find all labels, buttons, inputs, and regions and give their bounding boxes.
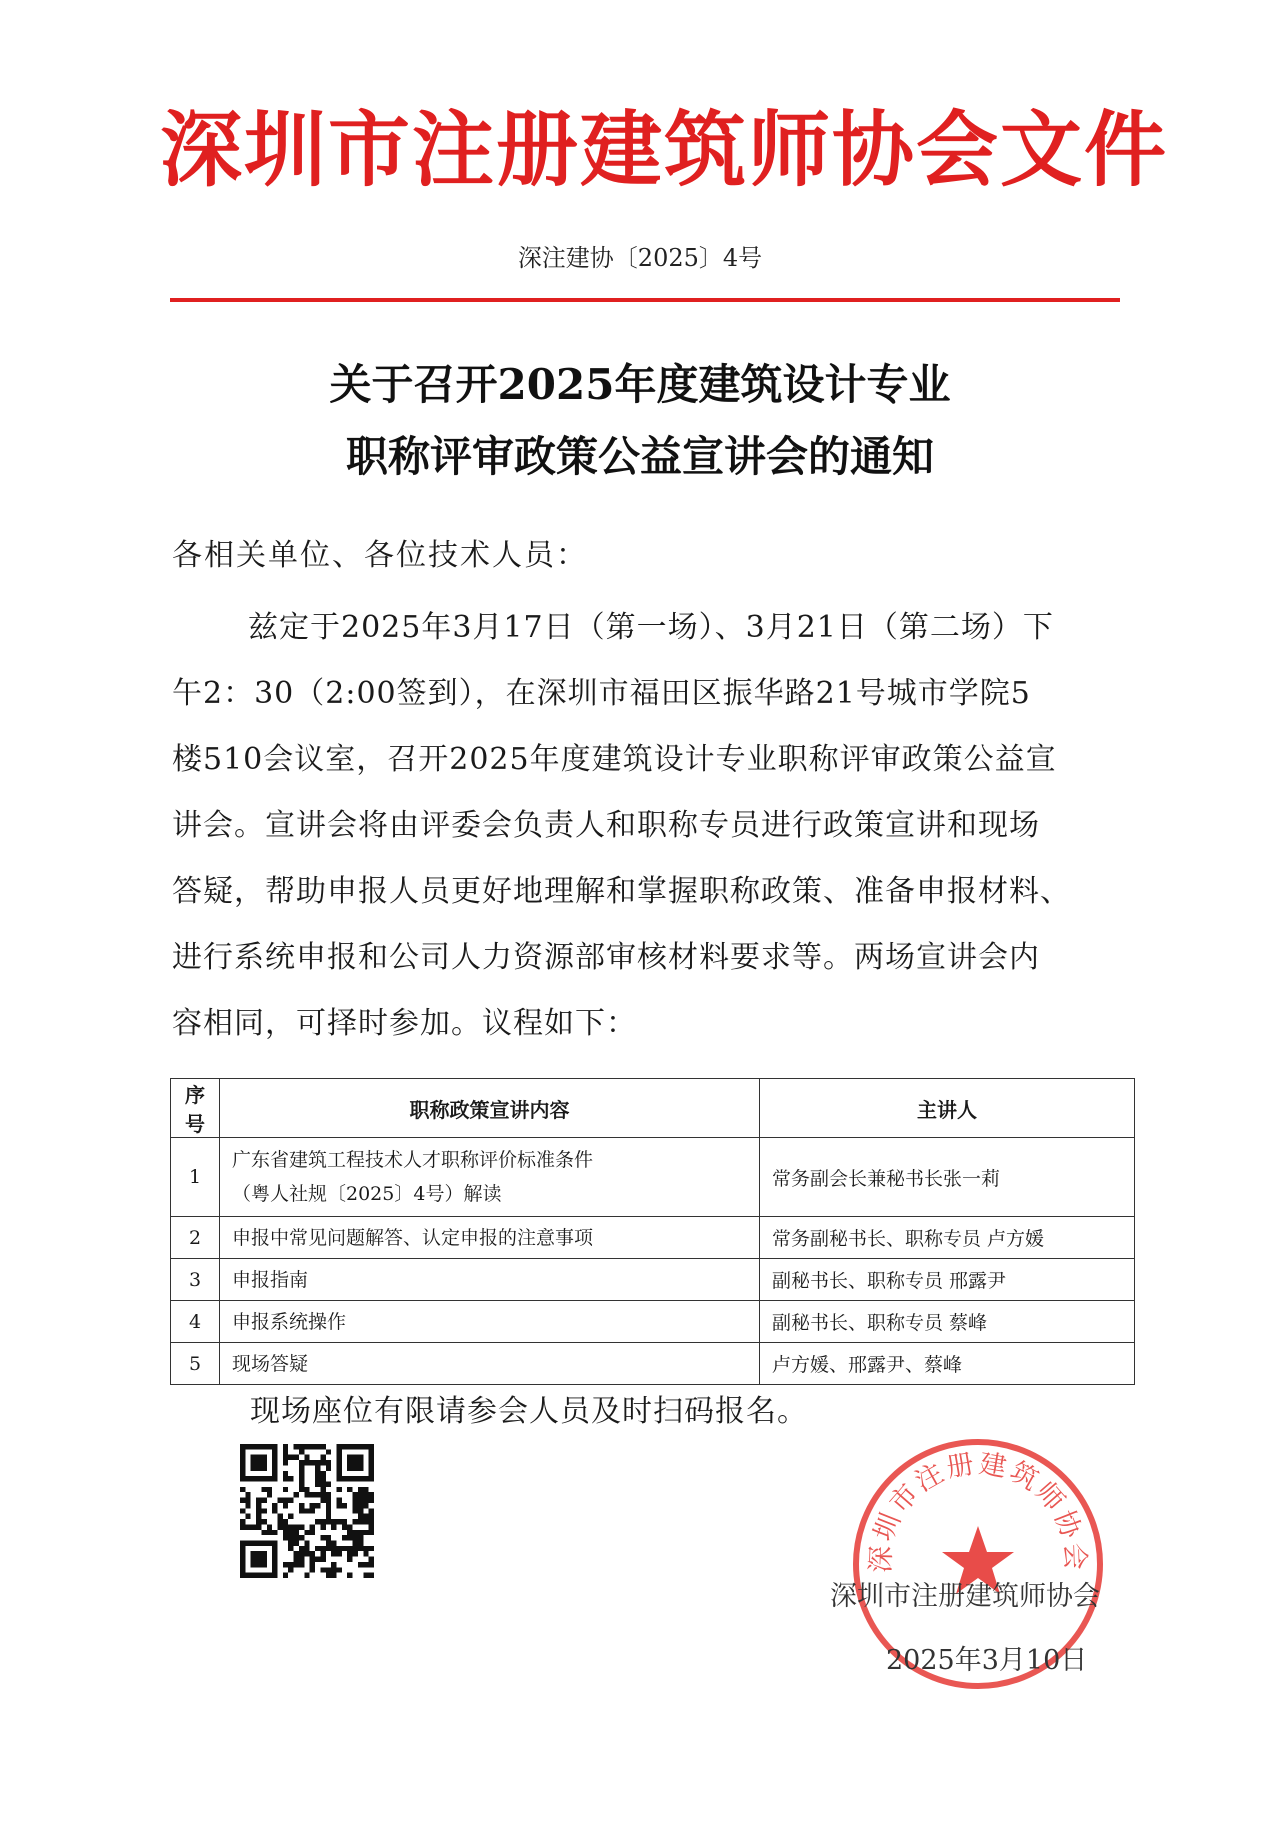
body-line: 容相同，可择时参加。议程如下：	[172, 1006, 637, 1041]
qr-code-icon[interactable]	[240, 1444, 374, 1578]
header-content: 职称政策宣讲内容	[220, 1079, 760, 1138]
agenda-table	[170, 1078, 1135, 1385]
row-content: 现场答疑	[220, 1343, 760, 1385]
row-content	[220, 1138, 760, 1217]
row-speaker: 副秘书长、职称专员 蔡峰	[760, 1301, 1135, 1343]
table-header-row	[171, 1079, 1135, 1138]
body-line: 讲会。宣讲会将由评委会负责人和职称专员进行政策宣讲和现场	[172, 808, 1040, 843]
red-divider	[170, 298, 1120, 302]
body-line: 进行系统申报和公司人力资源部审核材料要求等。两场宣讲会内	[172, 940, 1040, 975]
seal-text: 深圳市注册建筑师协会	[865, 1448, 1091, 1574]
signature-date: 2025年3月10日	[886, 1645, 1088, 1676]
body-line: 兹定于2025年3月17日（第一场）、3月21日（第二场）下	[248, 610, 1054, 645]
document-number: 深注建协〔2025〕4号	[517, 244, 763, 272]
row-no: 4	[171, 1301, 220, 1343]
closing-note: 现场座位有限请参会人员及时扫码报名。	[250, 1394, 808, 1429]
signature-org: 深圳市注册建筑师协会	[830, 1581, 1100, 1612]
row-no: 1	[171, 1138, 220, 1217]
row-content: 申报系统操作	[220, 1301, 760, 1343]
row-no: 5	[171, 1343, 220, 1385]
row-speaker: 常务副秘书长、职称专员 卢方媛	[760, 1217, 1135, 1259]
table-row	[171, 1301, 1135, 1343]
row-no: 3	[171, 1259, 220, 1301]
table-row	[171, 1217, 1135, 1259]
row-speaker: 卢方媛、邢露尹、蔡峰	[760, 1343, 1135, 1385]
row-content-line: 广东省建筑工程技术人才职称评价标准条件	[232, 1149, 594, 1171]
row-content: 申报中常见问题解答、认定申报的注意事项	[220, 1217, 760, 1259]
row-speaker: 常务副会长兼秘书长张一莉	[760, 1138, 1135, 1217]
row-content: 申报指南	[220, 1259, 760, 1301]
body-line: 答疑，帮助申报人员更好地理解和掌握职称政策、准备申报材料、	[172, 874, 1071, 909]
row-content-line: （粤人社规〔2025〕4号）解读	[232, 1183, 502, 1205]
row-speaker: 副秘书长、职称专员 邢露尹	[760, 1259, 1135, 1301]
table-row	[171, 1138, 1135, 1217]
body-line: 楼510会议室，召开2025年度建筑设计专业职称评审政策公益宣	[172, 742, 1057, 777]
row-no: 2	[171, 1217, 220, 1259]
table-row	[171, 1343, 1135, 1385]
org-header-title: 深圳市注册建筑师协会文件	[160, 103, 1169, 198]
salutation: 各相关单位、各位技术人员：	[172, 538, 588, 573]
header-no: 序号	[171, 1079, 220, 1138]
table-row	[171, 1259, 1135, 1301]
header-speaker: 主讲人	[760, 1079, 1135, 1138]
notice-title-line2: 职称评审政策公益宣讲会的通知	[345, 432, 934, 481]
body-line: 午2：30（2:00签到），在深圳市福田区振华路21号城市学院5	[172, 676, 1031, 711]
notice-title-line1: 关于召开2025年度建筑设计专业	[329, 360, 951, 409]
